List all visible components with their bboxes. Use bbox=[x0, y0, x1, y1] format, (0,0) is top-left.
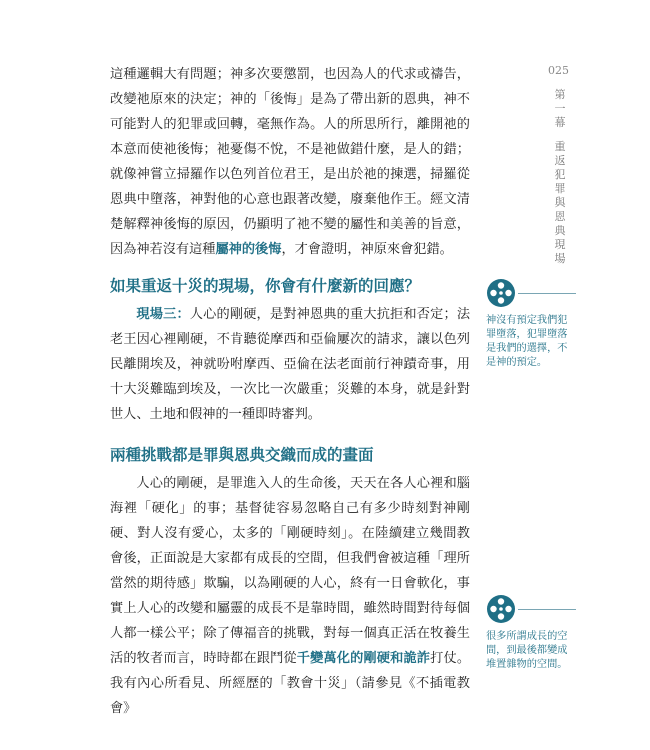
margin-note-text: 神沒有預定我們犯罪墮落，犯罪墮落是我們的選擇，不是神的預定。 bbox=[486, 315, 568, 368]
paragraph-text: ，才會證明，神原來會犯錯。 bbox=[281, 242, 453, 257]
paragraph-3 bbox=[110, 471, 470, 721]
chapter-label: 第一幕 bbox=[554, 88, 566, 129]
note-divider bbox=[518, 609, 576, 610]
paragraph-1 bbox=[110, 62, 470, 262]
page-number: 025 bbox=[548, 64, 569, 77]
paragraph-text: 人心的剛硬，是罪進入人的生命後，天天在各人心裡和腦海裡「硬化」的事；基督徒容易忽略自己有多少時刻對神剛硬、對人沒有愛心，太多的「剛硬時刻」。在陸續建立幾間教會後，正面說是大家都有成長的空間，但我們會被這種「理所當然的期待感」欺騙，以為剛硬的人心，終有一日會軟化，事實上人心的改變和屬靈的成長不是靠時間，雖然時間對待每個人都一樣公平；除了傳福音的挑戰，對每一個真正活在牧養生活的牧者而言，時時都在跟鬥從 bbox=[110, 476, 470, 666]
paragraph-text: 人心的剛硬，是對神恩典的重大抗拒和否定；法老王因心裡剛硬，不肯聽從摩西和亞倫屢次的請求，讓以色列民離開埃及，神就吩咐摩西、亞倫在法老面前行神蹟奇事，用十大災難臨到埃及，一次比一次嚴重；災難的本身，就是針對世人、土地和假神的一種即時審判。 bbox=[110, 307, 471, 422]
paragraph-text: 這種邏輯大有問題；神多次要懲罰，也因為人的代求或禱告，改變祂原來的決定；神的「後悔」是為了帶出新的恩典，神不可能對人的犯罪或回轉，毫無作為。人的所思所行，離開祂的本意而使祂後悔；祂憂傷不悅，不是祂做錯什麼，是人的錯；就像神嘗立掃羅作以色列首位君王，是出於祂的揀選，掃羅從恩典中墮落，神對他的心意也跟著改變，廢棄他作王。經文清楚解釋神後悔的原因，仍顯明了祂不變的屬性和美善的旨意，因為神若沒有這種 bbox=[110, 67, 470, 257]
highlight-phrase: 屬神的後悔 bbox=[215, 242, 282, 257]
margin-note-2 bbox=[486, 594, 572, 672]
section-label: 重返犯罪與恩典現場 bbox=[554, 140, 566, 265]
film-reel-icon bbox=[486, 278, 516, 308]
paragraph-2 bbox=[110, 302, 470, 427]
paragraph-text: 打仗。我有內心所看見、所經歷的「教會十災」（請參見《不插電教會》 bbox=[110, 651, 471, 716]
highlight-phrase: 千變萬化的剛硬和詭詐 bbox=[296, 651, 431, 666]
section-heading-2: 兩種挑戰都是罪與恩典交織而成的畫面 bbox=[110, 446, 374, 464]
note-divider bbox=[518, 293, 576, 294]
main-text-column bbox=[110, 62, 471, 716]
margin-note-text: 很多所謂成長的空間，到最後都變成堆置雜物的空間。 bbox=[486, 631, 568, 670]
film-reel-icon bbox=[486, 594, 516, 624]
margin-note-1 bbox=[486, 278, 572, 370]
chapter-rail bbox=[553, 88, 567, 266]
scene-label: 現場三： bbox=[136, 307, 190, 322]
section-heading-1: 如果重返十災的現場，你會有什麼新的回應？ bbox=[110, 277, 421, 295]
